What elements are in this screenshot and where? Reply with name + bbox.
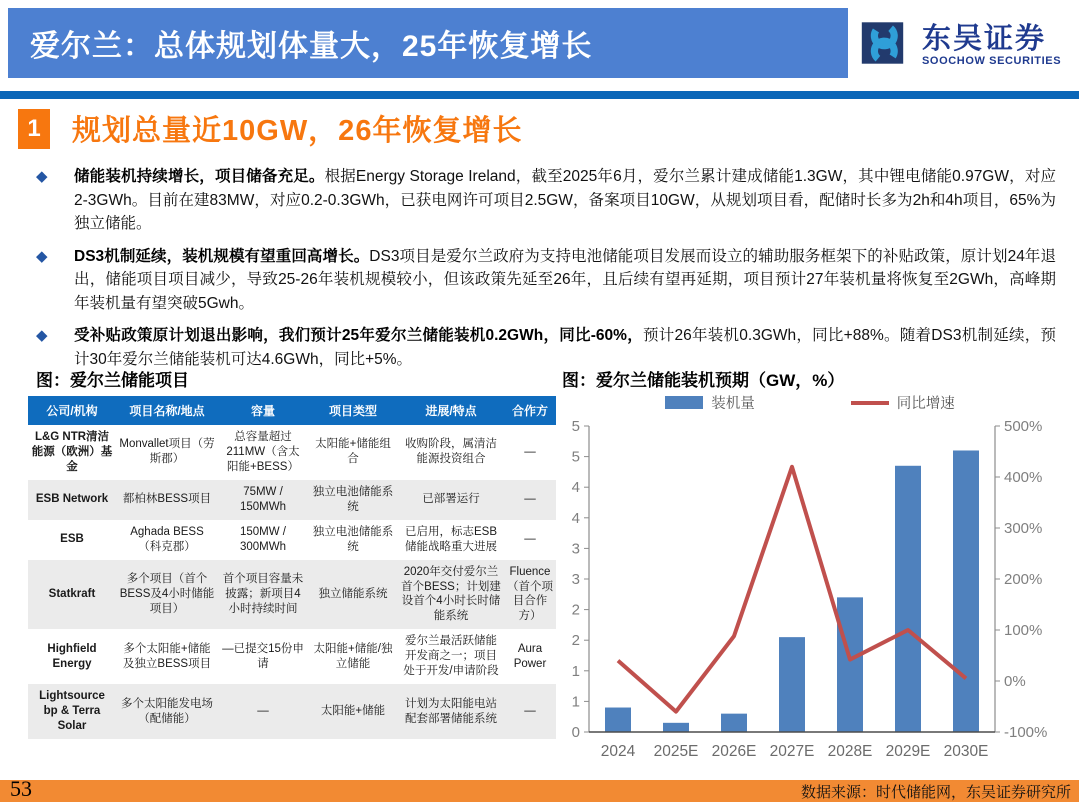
table-cell: 75MW / 150MWh [218,480,308,520]
table-cell: —已提交15份申请 [218,629,308,684]
bullet-item-3 [30,324,1056,371]
column-header: 容量 [218,396,308,425]
section-header [18,108,522,149]
left-axis-label: 2 [571,601,580,619]
column-header: 合作方 [504,396,556,425]
section-title: 规划总量近10GW，26年恢复增长 [72,115,523,147]
table-cell: — [218,684,308,739]
bullet-text: 受补贴政策原计划退出影响，我们预计25年爱尔兰储能装机0.2GWh，同比-60%，预计26年装机0.3GWh，同比+88%。随着DS3机制延续，预计30年爱尔兰储能装机可达4.6GWh，同比+5%。 [74,327,1056,368]
column-header: 项目类型 [308,396,398,425]
table-cell: 多个太阳能发电场（配储能） [116,684,218,739]
left-axis-label: 3 [571,540,580,558]
table-cell: Aura Power [504,629,556,684]
left-axis-label: 4 [571,479,580,497]
table-cell: Lightsource bp & Terra Solar [28,684,116,739]
table-cell: 已启用，标志ESB储能战略重大进展 [398,520,504,560]
table-cell: 150MW / 300MWh [218,520,308,560]
bar-2026E [721,714,747,732]
x-axis-label: 2024 [600,743,636,760]
table-cell: 爱尔兰最活跃储能开发商之一；项目处于开发/申请阶段 [398,629,504,684]
table-row [28,560,556,630]
table-cell: Highfield Energy [28,629,116,684]
table-cell: 多个项目（首个BESS及4小时储能项目） [116,560,218,630]
x-axis-label: 2028E [827,743,873,760]
left-axis-label: 1 [571,693,580,711]
table-cell: 独立电池储能系统 [308,520,398,560]
table-cell: 计划为太阳能电站配套部署储能系统 [398,684,504,739]
bar-2025E [663,723,689,732]
bullet-item-2 [30,245,1056,316]
soochow-logo-icon [860,16,914,75]
bar-2027E [779,637,805,732]
line-swatch-icon [851,401,889,405]
installation-forecast-chart [543,412,1073,774]
soochow-logo [860,16,1061,75]
section-number-badge: 1 [18,109,50,149]
table-cell: 多个太阳能+储能及独立BESS项目 [116,629,218,684]
right-axis-label: 500% [1004,418,1043,435]
chart-title: 图：爱尔兰储能装机预期（GW，%） [562,371,845,390]
table-cell: Aghada BESS（科克郡） [116,520,218,560]
table-row [28,520,556,560]
left-axis-label: 3 [571,571,580,588]
right-axis-label: 400% [1004,469,1043,486]
table-cell: 都柏林BESS项目 [116,480,218,520]
table-cell: 独立电池储能系统 [308,480,398,520]
table-cell: Fluence（首个项目合作方） [504,560,556,630]
table-cell: — [504,480,556,520]
table-cell: 收购阶段，属清洁能源投资组合 [398,425,504,480]
diamond-bullet-icon: ◆ [36,327,48,344]
table-cell: 总容量超过211MW（含太阳能+BESS） [218,425,308,480]
left-axis-label: 5 [571,448,580,466]
slide-title: 爱尔兰：总体规划体量大，25年恢复增长 [30,30,593,63]
bar-swatch-icon [665,396,703,409]
x-axis-label: 2025E [653,743,699,760]
projects-table [28,396,556,739]
bullet-text: 储能装机持续增长，项目储备充足。根据Energy Storage Ireland，截至2025年6月，爱尔兰累计建成储能1.3GW，其中锂电储能0.97GW，对应2-3GWh。目前在建83MW，对应0.2-0.3GWh，已获电网许可项目2.5GW，备案项目10GW，从规划项目看，配储时长多为2h和4h项目，65%为独立储能。 [74,168,1056,232]
right-axis-label: 300% [1004,520,1043,537]
table-cell: 太阳能+储能组合 [308,425,398,480]
data-source: 数据来源：时代储能网，东吴证券研究所 [800,784,1071,801]
bullet-item-1 [30,165,1056,236]
title-banner [8,8,848,78]
table-cell: 太阳能+储能 [308,684,398,739]
right-axis-label: -100% [1004,724,1048,741]
table-row [28,480,556,520]
blue-divider [0,91,1079,99]
table-cell: 太阳能+储能/独立储能 [308,629,398,684]
table-cell: Monvallet项目（劳斯郡） [116,425,218,480]
left-axis-label: 5 [571,418,580,435]
bullet-list [30,165,1056,380]
bar-2028E [837,597,863,732]
table-cell: — [504,425,556,480]
bar-2029E [895,466,921,732]
table-cell: ESB Network [28,480,116,520]
column-header: 项目名称/地点 [116,396,218,425]
left-axis-label: 2 [571,632,580,650]
x-axis-label: 2027E [769,743,815,760]
x-axis-label: 2026E [711,743,757,760]
left-axis-label: 0 [571,724,580,741]
table-row [28,425,556,480]
column-header: 公司/机构 [28,396,116,425]
logo-text-en: SOOCHOW SECURITIES [922,54,1062,67]
column-header: 进展/特点 [398,396,504,425]
legend-label: 装机量 [711,396,755,412]
chart-legend [560,392,1060,413]
table-cell: 2020年交付爱尔兰首个BESS；计划建设首个4小时长时储能系统 [398,560,504,630]
diamond-bullet-icon: ◆ [36,168,48,185]
bar-2024 [605,708,631,732]
x-axis-label: 2030E [943,743,989,760]
table-title: 图：爱尔兰储能项目 [36,371,189,390]
table-cell: ESB [28,520,116,560]
bar-2030E [953,450,979,732]
bullet-text: DS3机制延续，装机规模有望重回高增长。DS3项目是爱尔兰政府为支持电池储能项目发展而设立的辅助服务框架下的补贴政策，原计划24年退出，储能项目项目减少，导致25-26年装机规模较小，但该政策先延至26年，且后续有望再延期，项目预计27年装机量将恢复至2GWh，高峰期年装机量有望突破5Gwh。 [74,247,1056,312]
right-axis-label: 200% [1004,571,1043,588]
table-cell: 已部署运行 [398,480,504,520]
x-axis-label: 2029E [885,743,931,760]
logo-text-cn: 东吴证券 [922,22,1047,55]
table-cell: 独立储能系统 [308,560,398,630]
table-cell: L&G NTR清洁能源（欧洲）基金 [28,425,116,480]
table-row [28,684,556,739]
diamond-bullet-icon: ◆ [36,247,48,265]
left-axis-label: 1 [571,662,580,680]
legend-item-bars [665,392,755,413]
right-axis-label: 100% [1004,622,1043,639]
table-cell: 首个项目容量未披露；新项目4小时持续时间 [218,560,308,630]
table-cell: — [504,520,556,560]
right-axis-label: 0% [1004,673,1026,690]
page-number: 53 [10,776,32,801]
legend-label: 同比增速 [896,396,955,412]
legend-item-line [851,392,955,413]
table-row [28,629,556,684]
table-header-row [28,396,556,425]
table-cell: Statkraft [28,560,116,630]
projects-table-wrap [28,396,553,739]
left-axis-label: 4 [571,509,580,527]
table-cell: — [504,684,556,739]
